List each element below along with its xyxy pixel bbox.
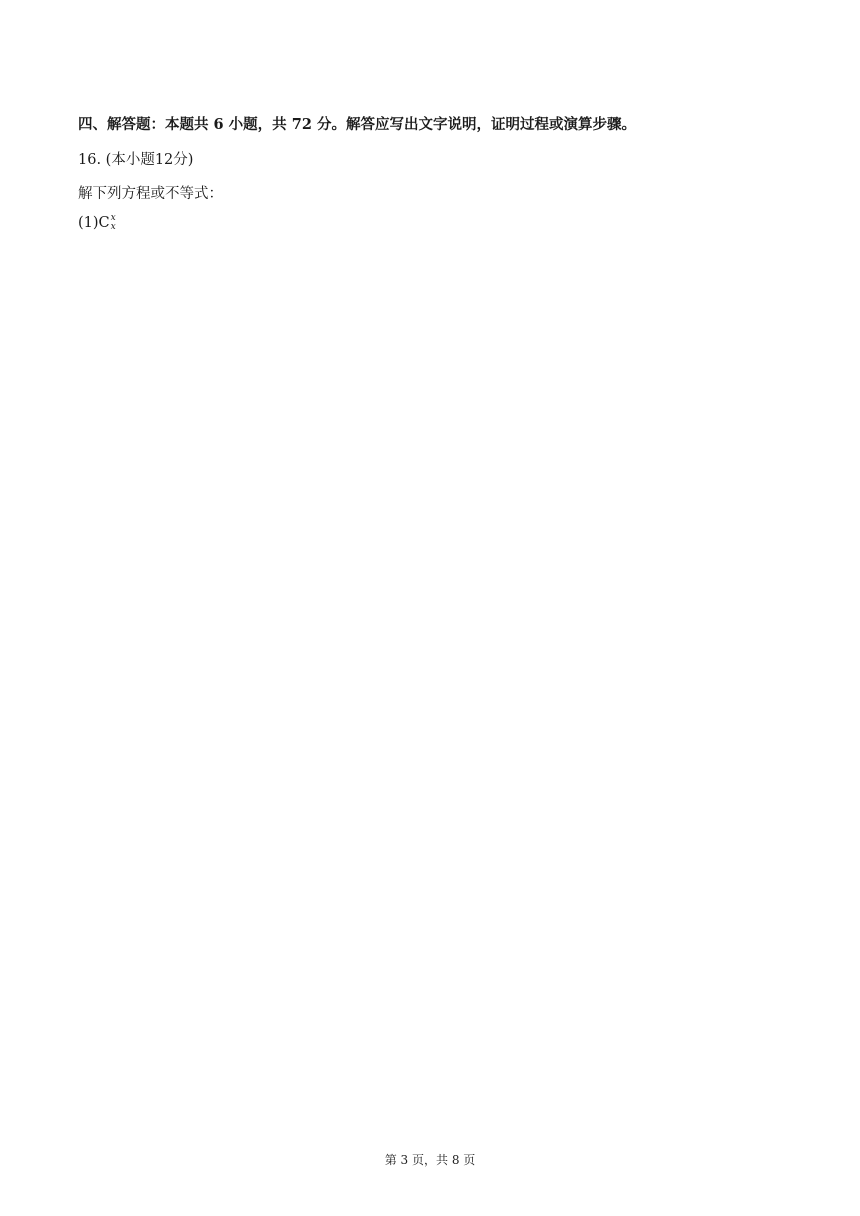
- section-heading: 四、解答题：本题共 6 小题，共 72 分。解答应写出文字说明，证明过程或演算步骤。: [78, 116, 636, 133]
- problem-16-number: 16. (本小题12分): [78, 152, 194, 168]
- problem-16-part-1: (1)C x x: [78, 213, 116, 232]
- page-footer: 第 3 页，共 8 页: [384, 1153, 476, 1167]
- problem-16-intro: 解下列方程或不等式：: [78, 186, 223, 202]
